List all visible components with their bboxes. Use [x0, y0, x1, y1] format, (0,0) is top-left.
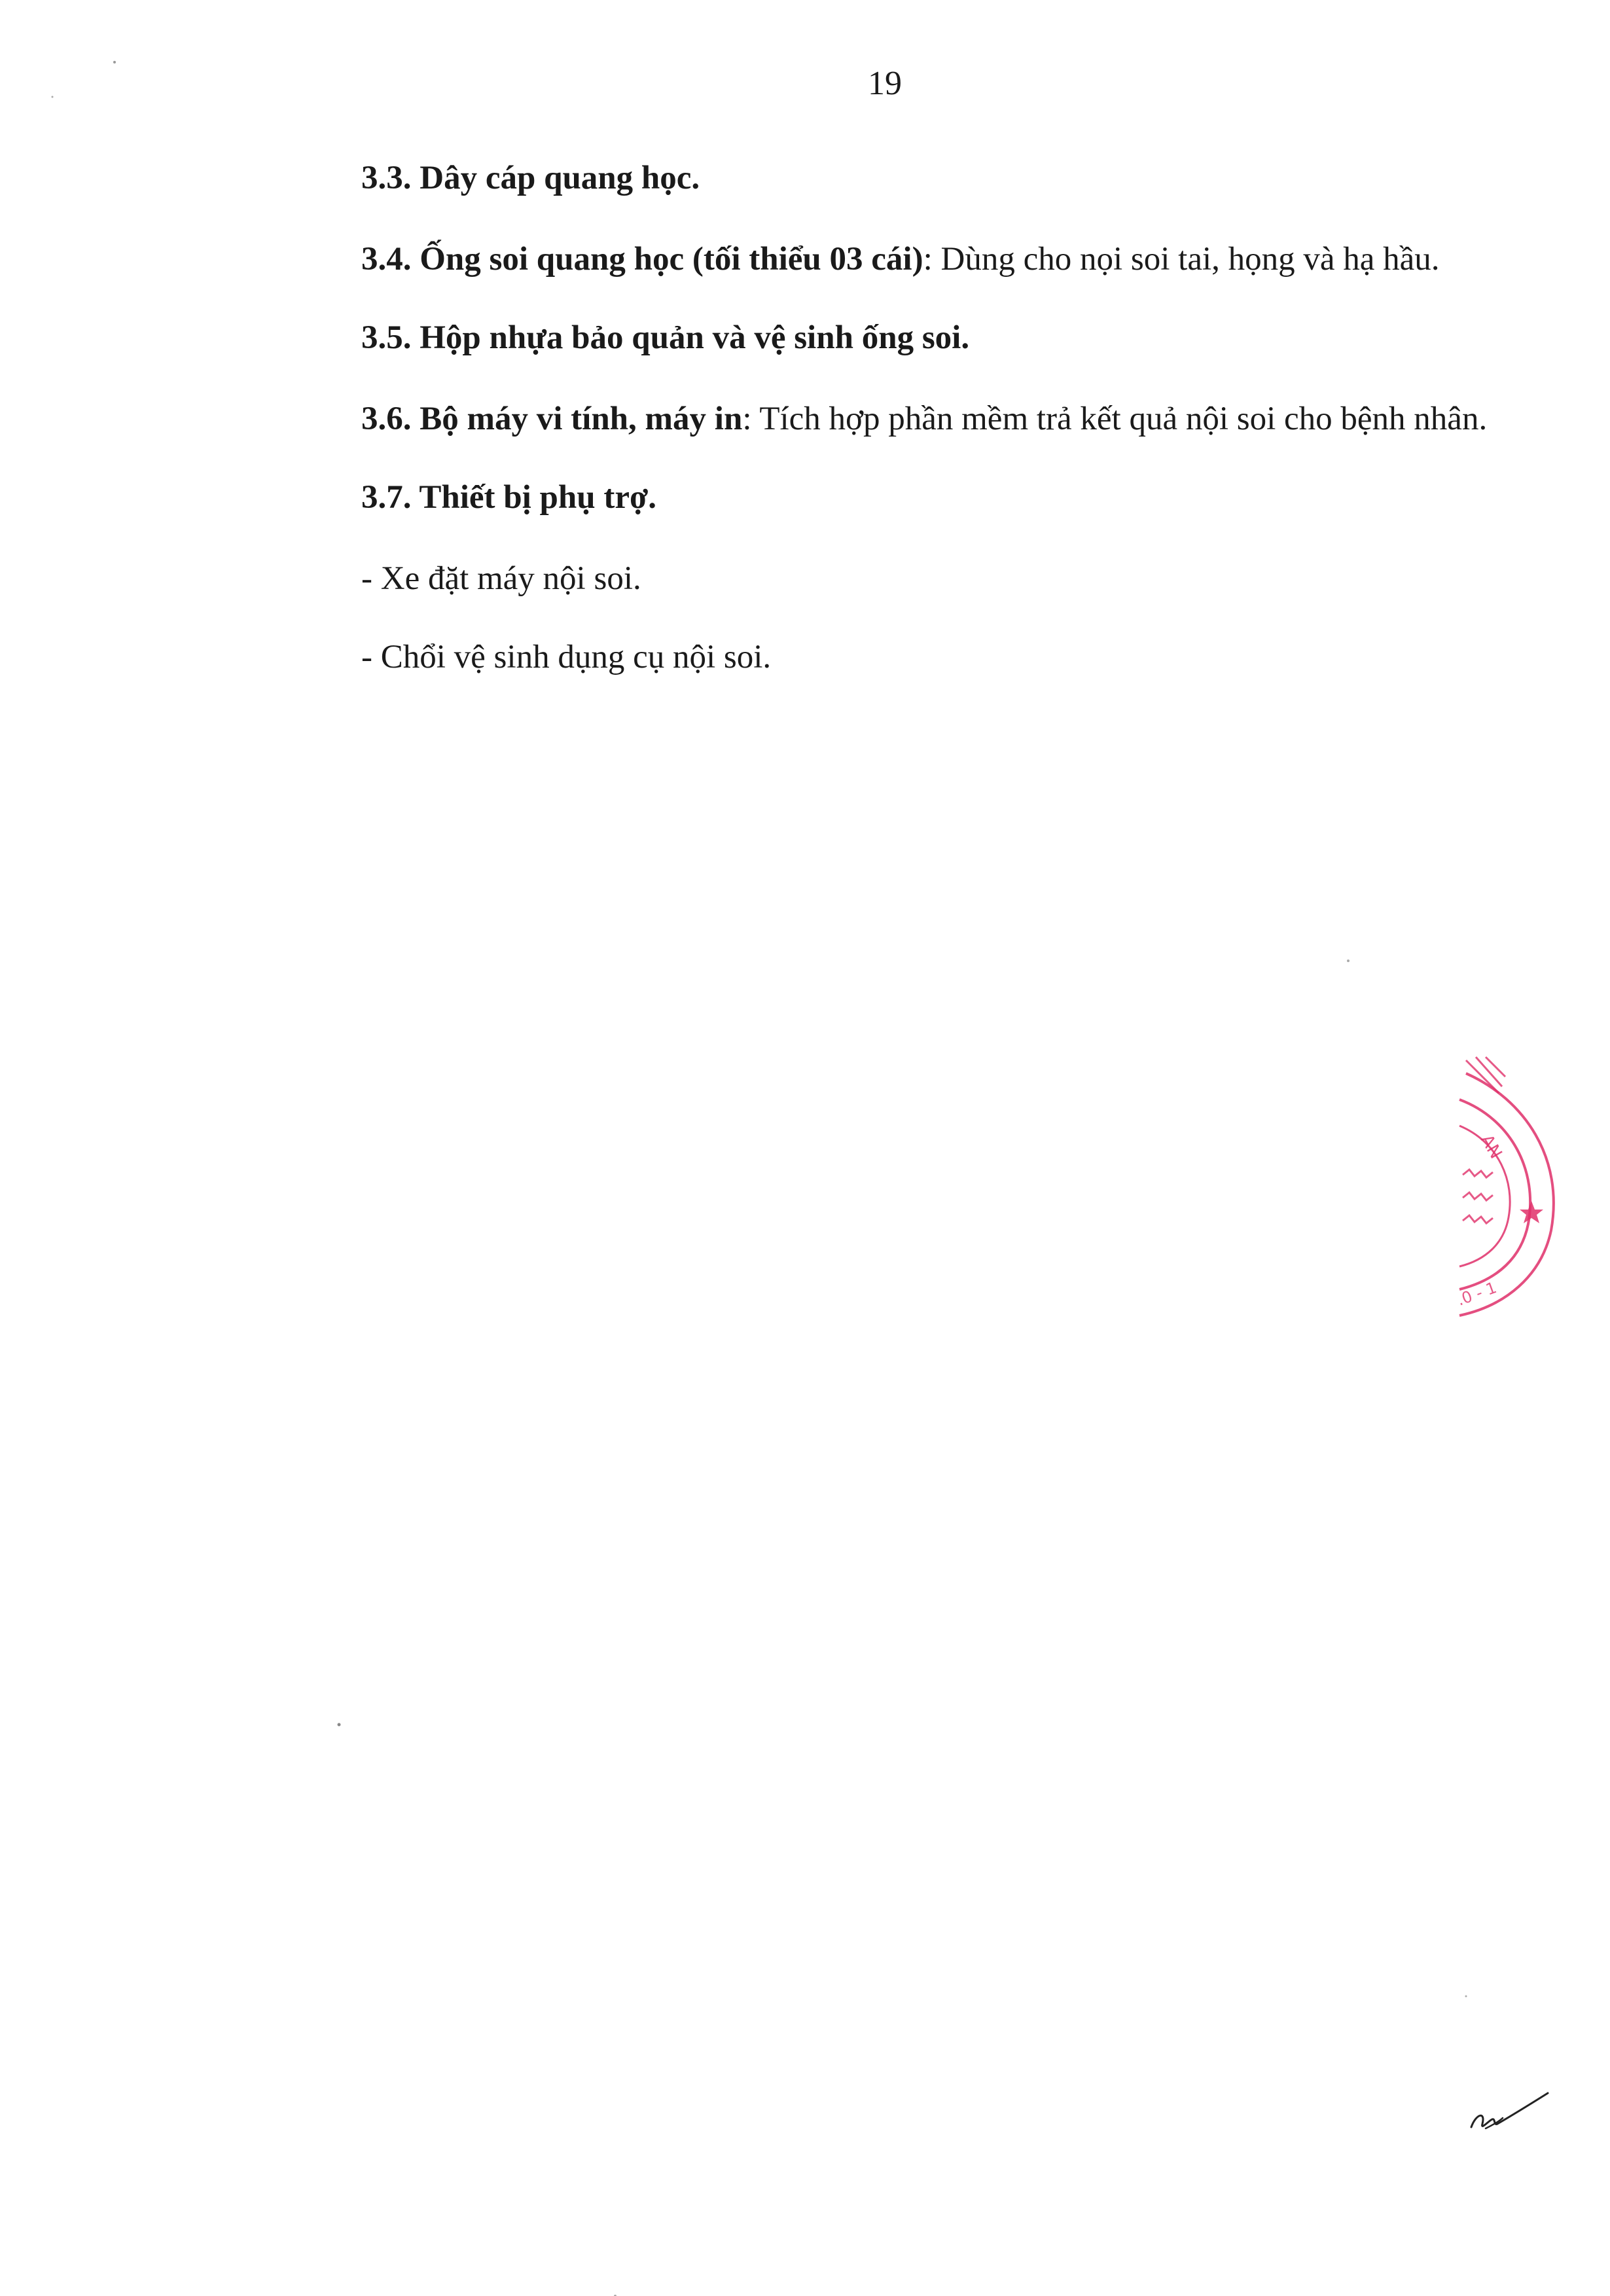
- item-heading: 3.3. Dây cáp quang học.: [361, 160, 700, 196]
- item-3-3: [246, 154, 1516, 202]
- document-body: [246, 154, 1516, 681]
- page-number: 19: [868, 65, 902, 102]
- seal-lettering: AN: [1476, 1131, 1506, 1162]
- item-heading: 3.6. Bộ máy vi tính, máy in: [361, 401, 743, 437]
- item-heading: 3.4. Ống soi quang học (tối thiểu 03 cái): [361, 241, 923, 278]
- svg-text:.0 - 1: .0 - 1: [1454, 1278, 1499, 1310]
- item-3-5: [246, 314, 1516, 361]
- item-text: : Dùng cho nọi soi tai, họng và hạ hầu.: [923, 241, 1440, 278]
- item-3-4: [246, 236, 1516, 283]
- handwritten-initials-signature: [1466, 2088, 1551, 2140]
- item-text: : Tích hợp phần mềm trả kết quả nội soi cho bệnh nhân.: [742, 401, 1488, 437]
- item-heading: 3.7. Thiết bị phụ trợ.: [361, 479, 656, 516]
- item-heading: 3.5. Hộp nhựa bảo quản và vệ sinh ống soi.: [361, 319, 970, 356]
- item-3-6: [246, 395, 1516, 442]
- list-item: - Xe đặt máy nội soi.: [361, 560, 641, 597]
- item-3-7: [246, 474, 1516, 521]
- official-seal-stamp: [1440, 1047, 1571, 1322]
- list-item: - Chổi vệ sinh dụng cụ nội soi.: [361, 639, 772, 675]
